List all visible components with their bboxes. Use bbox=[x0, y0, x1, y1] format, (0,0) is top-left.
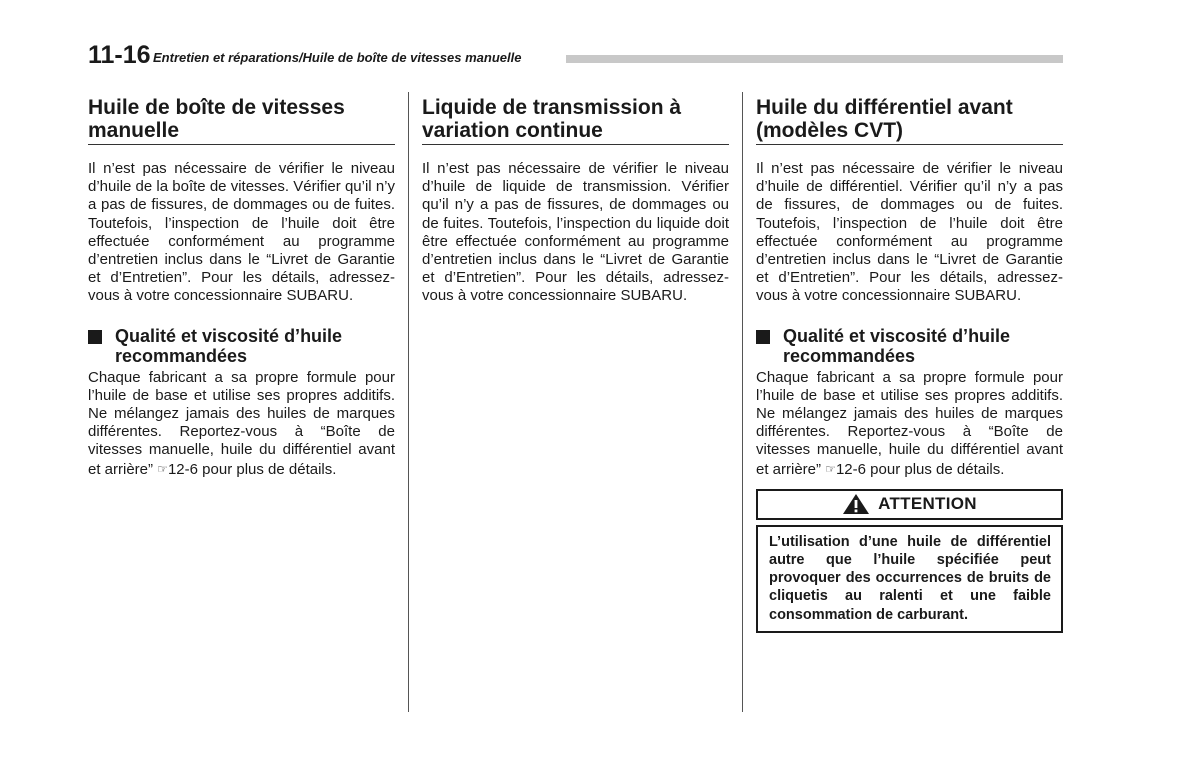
subsection-tail: pour plus de détails. bbox=[870, 460, 1005, 478]
attention-header bbox=[756, 489, 1063, 520]
column-manual-gearbox bbox=[88, 96, 395, 479]
header-rule bbox=[566, 55, 1063, 63]
subsection-tail: pour plus de détails. bbox=[202, 460, 337, 478]
subsection-body bbox=[88, 369, 395, 479]
page-header bbox=[88, 42, 1063, 68]
subheading-text: Qualité et viscosité d’huile recommandées bbox=[115, 325, 343, 366]
section-title: Huile de boîte de vitesses manuelle bbox=[88, 96, 395, 145]
page-number: 11-16 bbox=[88, 41, 151, 69]
subsection-body bbox=[756, 369, 1063, 479]
warning-triangle-icon bbox=[842, 493, 870, 515]
attention-label: ATTENTION bbox=[878, 494, 977, 514]
page-reference-icon: ☞ bbox=[157, 461, 168, 476]
header-title: Entretien et réparations/Huile de boîte de vitesses manuelle bbox=[153, 50, 522, 65]
subheading bbox=[756, 326, 1063, 366]
column-cvt-fluid bbox=[422, 96, 729, 306]
section-title: Huile du différentiel avant (modèles CVT) bbox=[756, 96, 1063, 145]
section-body: Il n’est pas nécessaire de vérifier le niveau d’huile de la boîte de vitesses. Vérifier qu’il n’y a pas de fissures, de dommages ou de fuites. Toutefois, l’inspection de l’huile doit être effectuée conformément au programme d’entretien inclus dans le “Livret de Garantie et d’Entretien”. Pour les détails, adressez-vous à votre concessionnaire SUBARU. bbox=[88, 160, 395, 305]
subheading bbox=[88, 326, 395, 366]
page-reference[interactable]: 12-6 bbox=[167, 460, 198, 478]
section-body: Il n’est pas nécessaire de vérifier le niveau d’huile de liquide de transmission. Vérifier qu’il n’y a pas de fissures, de dommages ou de fuites. Toutefois, l’inspection du liquide doit être effectuée conformément au programme d’entretien inclus dans le “Livret de Garantie et d’Entretien”. Pour les détails, adressez-vous à votre concessionnaire SUBARU. bbox=[422, 160, 729, 305]
column-divider bbox=[742, 92, 743, 712]
page-reference-icon: ☞ bbox=[825, 461, 836, 476]
square-bullet-icon bbox=[88, 330, 102, 344]
square-bullet-icon bbox=[756, 330, 770, 344]
attention-body: L’utilisation d’une huile de différentiel autre que l’huile spécifiée peut provoquer des occurrences de bruits de cliquetis au ralenti et une faible consommation de carburant. bbox=[756, 525, 1063, 633]
column-divider bbox=[408, 92, 409, 712]
page-reference[interactable]: 12-6 bbox=[835, 460, 866, 478]
subsection-text: Chaque fabricant a sa propre formule pour l’huile de base et utilise ses propres additifs. Ne mélangez jamais des huiles de marques différentes. Reportez-vous à “Boîte de vitesses manuelle, huile du différentiel avant et arrière” bbox=[88, 368, 395, 478]
section-body: Il n’est pas nécessaire de vérifier le niveau d’huile de différentiel. Vérifier qu’il n’y a pas de fissures, de dommages ou de fuites. Toutefois, l’inspection de l’huile doit être effectuée conformément au programme d’entretien inclus dans le “Livret de Garantie et d’Entretien”. Pour les détails, adressez-vous à votre concessionnaire SUBARU. bbox=[756, 160, 1063, 305]
subsection-text: Chaque fabricant a sa propre formule pour l’huile de base et utilise ses propres additifs. Ne mélangez jamais des huiles de marques différentes. Reportez-vous à “Boîte de vitesses manuelle, huile du différentiel avant et arrière” bbox=[756, 368, 1063, 478]
subheading-text: Qualité et viscosité d’huile recommandées bbox=[783, 325, 1011, 366]
section-title: Liquide de transmission à variation continue bbox=[422, 96, 729, 145]
column-front-differential bbox=[756, 96, 1063, 633]
